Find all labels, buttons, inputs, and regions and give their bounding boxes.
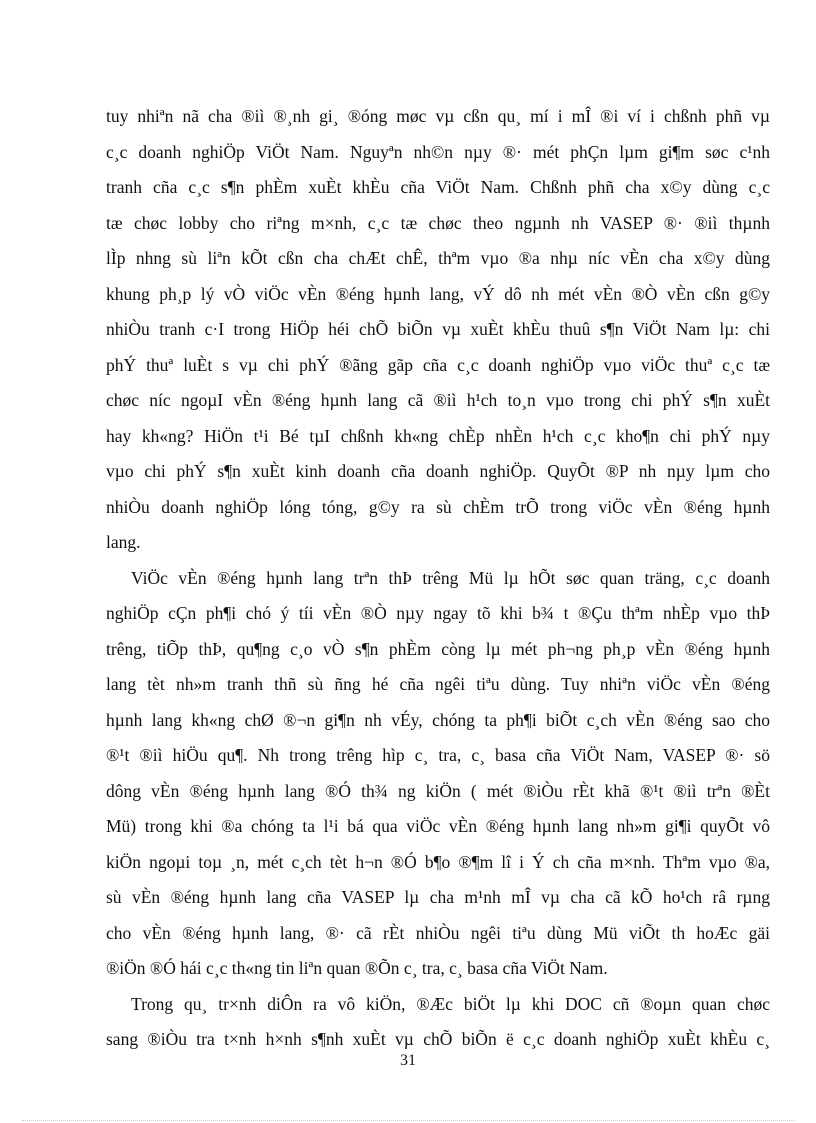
text-line: nghiÖp cÇn ph¶i chó ý tíi vÈn ®Ò nµy ngay tõ khi b¾ t ®Çu thªm nhÈp vµo thÞ bbox=[106, 603, 770, 623]
text-line: dông vÈn ®éng hµnh lang ®Ó th¾ ng kiÖn ( mét ®iÒu rÈt khã ®¹t ®iì trªn ®Èt bbox=[106, 780, 770, 801]
paragraph-2 bbox=[106, 561, 770, 987]
text-line: hµnh lang kh«ng chØ ®¬n gi¶n nh vÉy, chóng ta ph¶i biÕt c¸ch vÈn ®éng sao cho bbox=[106, 709, 770, 730]
text-line: tranh cña c¸c s¶n phÈm xuÈt khÈu cña ViÖt Nam. Chßnh phñ cha x©y dùng c¸c bbox=[106, 177, 770, 197]
text-line: ViÖc vÈn ®éng hµnh lang trªn thÞ trêng Mü lµ hÕt søc quan träng, c¸c doanh bbox=[131, 567, 770, 588]
text-line: lÌp nhng sù liªn kÕt cßn cha chÆt chÊ, thªm vµo ®a nhµ níc vÈn cha x©y dùng bbox=[106, 248, 770, 268]
text-line: chøc níc ngoµI vÈn ®éng hµnh lang cã ®iì h¹ch to¸n vµo trong chi phÝ s¶n xuÈt bbox=[106, 390, 770, 410]
text-line: phÝ thuª luÈt s vµ chi phÝ ®ãng gãp cña c¸c doanh nghiÖp vµo viÖc thuª c¸c tæ bbox=[106, 354, 770, 375]
text-line: c¸c doanh nghiÖp ViÖt Nam. Nguyªn nh©n nµy ®· mét phÇn lµm gi¶m søc c¹nh bbox=[106, 141, 770, 162]
page-number: 31 bbox=[400, 1052, 416, 1069]
text-line: sang ®iÒu tra t×nh h×nh s¶nh xuÈt vµ chÕ biÕn ë c¸c doanh nghiÖp xuÈt khÈu c¸ bbox=[106, 1029, 770, 1049]
text-line: tæ chøc lobby cho riªng m×nh, c¸c tæ chøc theo ngµnh nh VASEP ®· ®iì thµnh bbox=[106, 212, 770, 233]
body-text bbox=[106, 99, 770, 1058]
text-line: Trong qu¸ tr×nh diÔn ra vô kiÖn, ®Æc biÖt lµ khi DOC cñ ®oµn quan chøc bbox=[131, 993, 770, 1014]
text-line: hay kh«ng? HiÖn t¹i Bé tµI chßnh kh«ng chÈp nhÈn h¹ch c¸c kho¶n chi phÝ nµy bbox=[106, 425, 770, 446]
text-line: lang tèt nh»m tranh thñ sù ñng hé cña ngêi tiªu dùng. Tuy nhiªn viÖc vÈn ®éng bbox=[106, 674, 770, 694]
text-line: kiÖn ngoµi toµ ¸n, mét c¸ch tèt h¬n ®Ó b¶o ®¶m lî i Ý ch cña m×nh. Thªm vµo ®a, bbox=[106, 851, 770, 872]
text-line: trêng, tiÕp thÞ, qu¶ng c¸o vÒ s¶n phÈm còng lµ mét ph¬ng ph¸p vÈn ®éng hµnh bbox=[106, 638, 770, 659]
page-bottom-border bbox=[22, 1120, 794, 1121]
paragraph-3 bbox=[106, 987, 770, 1058]
paragraph-1 bbox=[106, 99, 770, 561]
text-line: vµo chi phÝ s¶n xuÈt kinh doanh cña doanh nghiÖp. QuyÕt ®P nh nµy lµm cho bbox=[106, 461, 770, 481]
text-line: ®iÖn ®Ó hái c¸c th«ng tin liªn quan ®Õn c¸ tra, c¸ basa cña ViÖt Nam. bbox=[106, 958, 608, 978]
text-line: nhiÒu tranh c·I trong HiÖp héi chÕ biÕn vµ xuÈt khÈu thuû s¶n ViÖt Nam lµ: chi bbox=[106, 319, 770, 339]
text-line: sù vÈn ®éng hµnh lang cña VASEP lµ cha m¹nh mÎ vµ cha cã kÕ ho¹ch râ rµng bbox=[106, 887, 770, 907]
text-line: khung ph¸p lý vÒ viÖc vÈn ®éng hµnh lang, vÝ dô nh mét vÈn ®Ò vÈn cßn g©y bbox=[106, 283, 770, 304]
text-line: nhiÒu doanh nghiÖp lóng tóng, g©y ra sù chÈm trÕ trong viÖc vÈn ®éng hµnh bbox=[106, 496, 770, 517]
text-line: Mü) trong khi ®a chóng ta l¹i bá qua viÖc vÈn ®éng hµnh lang nh»m gi¶i quyÕt vô bbox=[106, 816, 770, 836]
text-line: ®¹t ®iì hiÖu qu¶. Nh trong trêng hìp c¸ tra, c¸ basa cña ViÖt Nam, VASEP ®· sö bbox=[106, 745, 770, 765]
text-line: lang. bbox=[106, 532, 141, 552]
text-line: cho vÈn ®éng hµnh lang, ®· cã rÈt nhiÒu ngêi tiªu dùng Mü viÕt th hoÆc gäi bbox=[106, 922, 770, 943]
text-line: tuy nhiªn nã cha ®iì ®¸nh gi¸ ®óng møc vµ cßn qu¸ mí i mÎ ®i ví i chßnh phñ vµ bbox=[106, 106, 770, 126]
